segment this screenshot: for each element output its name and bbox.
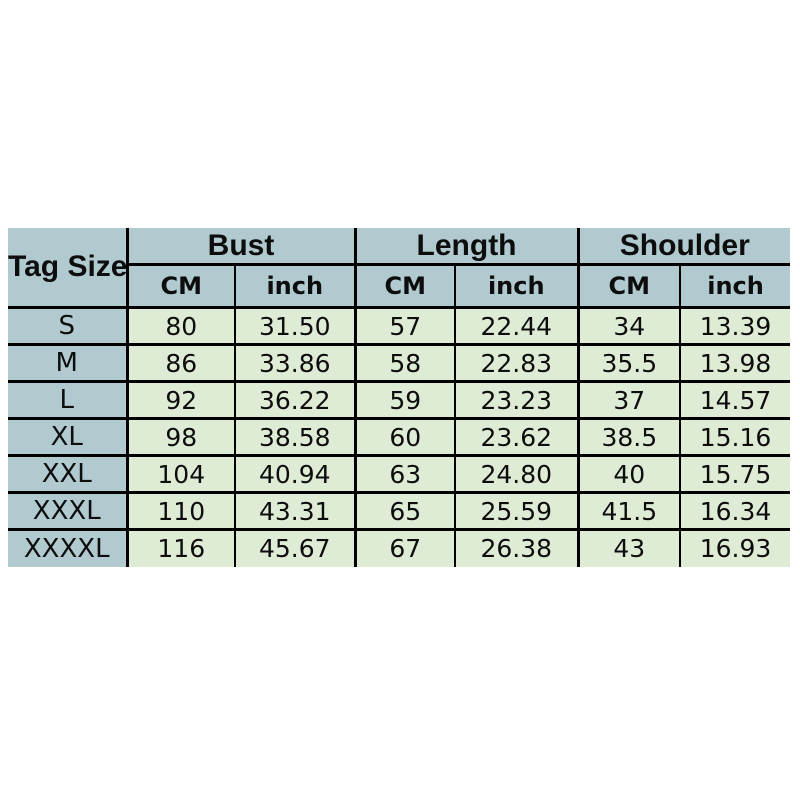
group-header-length: Length — [355, 228, 578, 265]
table-row-xxxl — [8, 493, 790, 530]
value-cell: 116 — [127, 530, 235, 567]
size-label-cell: XXXXL — [8, 530, 127, 567]
value-cell: 36.22 — [235, 382, 355, 419]
value-cell: 38.5 — [578, 419, 680, 456]
subheader-bust-cm: CM — [127, 265, 235, 308]
value-cell: 63 — [355, 456, 455, 493]
table-row-l — [8, 382, 790, 419]
table-row-m — [8, 345, 790, 382]
value-cell: 65 — [355, 493, 455, 530]
value-cell: 57 — [355, 308, 455, 345]
table-row-xxl — [8, 456, 790, 493]
size-chart-table — [8, 228, 790, 567]
subheader-length-inch: inch — [455, 265, 578, 308]
value-cell: 15.75 — [680, 456, 790, 493]
value-cell: 23.23 — [455, 382, 578, 419]
value-cell: 22.83 — [455, 345, 578, 382]
table-row-xxxxl — [8, 530, 790, 567]
value-cell: 33.86 — [235, 345, 355, 382]
header-group-row — [8, 228, 790, 265]
subheader-bust-inch: inch — [235, 265, 355, 308]
size-label-cell: XXXL — [8, 493, 127, 530]
value-cell: 22.44 — [455, 308, 578, 345]
value-cell: 26.38 — [455, 530, 578, 567]
value-cell: 15.16 — [680, 419, 790, 456]
tag-size-header: Tag Size — [8, 228, 127, 308]
value-cell: 40.94 — [235, 456, 355, 493]
value-cell: 16.34 — [680, 493, 790, 530]
value-cell: 80 — [127, 308, 235, 345]
subheader-shoulder-cm: CM — [578, 265, 680, 308]
value-cell: 24.80 — [455, 456, 578, 493]
size-label-cell: L — [8, 382, 127, 419]
size-label-cell: XXL — [8, 456, 127, 493]
value-cell: 35.5 — [578, 345, 680, 382]
size-label-cell: XL — [8, 419, 127, 456]
value-cell: 67 — [355, 530, 455, 567]
value-cell: 110 — [127, 493, 235, 530]
value-cell: 14.57 — [680, 382, 790, 419]
value-cell: 38.58 — [235, 419, 355, 456]
subheader-shoulder-inch: inch — [680, 265, 790, 308]
table-row-s — [8, 308, 790, 345]
size-label-cell: M — [8, 345, 127, 382]
value-cell: 60 — [355, 419, 455, 456]
value-cell: 98 — [127, 419, 235, 456]
value-cell: 43 — [578, 530, 680, 567]
value-cell: 40 — [578, 456, 680, 493]
value-cell: 13.98 — [680, 345, 790, 382]
value-cell: 34 — [578, 308, 680, 345]
subheader-length-cm: CM — [355, 265, 455, 308]
group-header-shoulder: Shoulder — [578, 228, 790, 265]
group-header-bust: Bust — [127, 228, 355, 265]
value-cell: 104 — [127, 456, 235, 493]
value-cell: 37 — [578, 382, 680, 419]
value-cell: 58 — [355, 345, 455, 382]
value-cell: 16.93 — [680, 530, 790, 567]
value-cell: 59 — [355, 382, 455, 419]
value-cell: 31.50 — [235, 308, 355, 345]
size-label-cell: S — [8, 308, 127, 345]
value-cell: 13.39 — [680, 308, 790, 345]
value-cell: 92 — [127, 382, 235, 419]
value-cell: 23.62 — [455, 419, 578, 456]
value-cell: 25.59 — [455, 493, 578, 530]
value-cell: 45.67 — [235, 530, 355, 567]
value-cell: 43.31 — [235, 493, 355, 530]
value-cell: 86 — [127, 345, 235, 382]
table-row-xl — [8, 419, 790, 456]
value-cell: 41.5 — [578, 493, 680, 530]
